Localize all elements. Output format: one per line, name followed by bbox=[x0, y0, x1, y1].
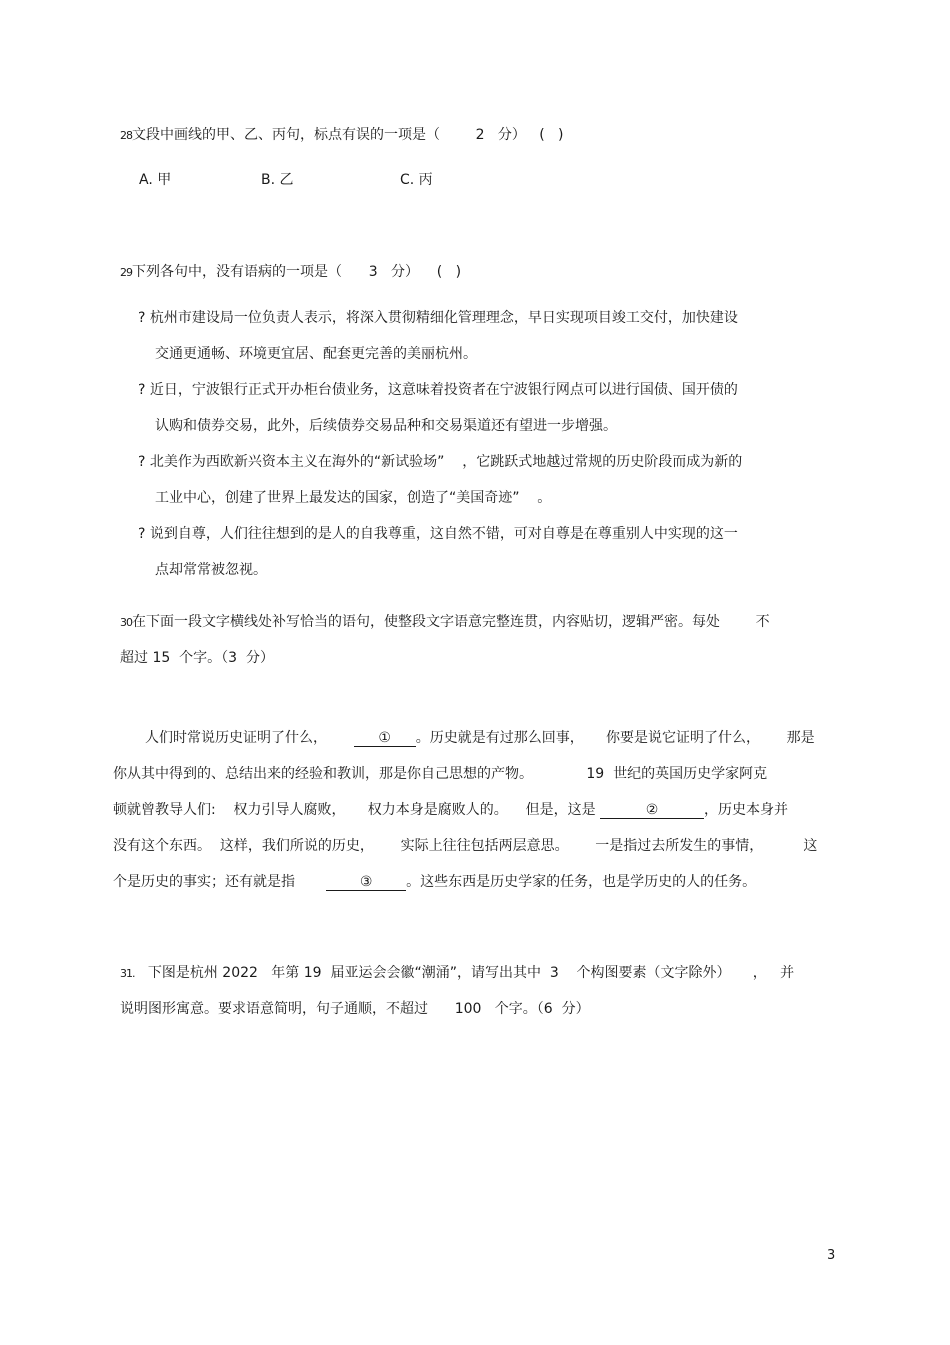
passage-text: 。历史就是有过那么回事， 你要是说它证明了什么， 那是 bbox=[415, 730, 815, 746]
item-continuation: 认购和债券交易，此外，后续债券交易品种和交易渠道还有望进一步增强。 bbox=[155, 418, 617, 434]
passage-line-1 bbox=[145, 728, 815, 748]
passage-text: 人们时常说历史证明了什么， bbox=[145, 730, 354, 746]
question-number: 29 bbox=[120, 266, 132, 279]
blank-2[interactable]: ② bbox=[600, 802, 704, 819]
list-item bbox=[138, 308, 738, 328]
passage-text: 。这些东西是历史学家的任务，也是学历史的人的任务。 bbox=[406, 874, 757, 890]
item-marker: ? bbox=[138, 526, 146, 542]
question-text: 文段中画线的甲、乙、丙句，标点有误的一项是（ 2 分） ( ) bbox=[132, 127, 564, 143]
question-number: 31. bbox=[120, 967, 135, 980]
blank-3[interactable]: ③ bbox=[326, 874, 406, 891]
question-31-stem-continued: 说明图形寓意。要求语意简明，句子通顺，不超过 100 个字。（6 分） bbox=[120, 1001, 590, 1017]
list-item bbox=[138, 524, 738, 544]
question-text: 下列各句中，没有语病的一项是（ 3 分） ( ) bbox=[132, 264, 462, 280]
blank-1[interactable]: ① bbox=[354, 730, 416, 747]
item-marker: ? bbox=[138, 454, 146, 470]
passage-text: ，历史本身并 bbox=[704, 802, 789, 818]
list-item bbox=[138, 380, 738, 400]
question-number: 28 bbox=[120, 129, 132, 142]
question-30-stem-continued: 超过 15 个字。（3 分） bbox=[120, 650, 274, 666]
item-continuation: 点却常常被忽视。 bbox=[155, 562, 267, 578]
item-marker: ? bbox=[138, 382, 146, 398]
question-31-stem bbox=[120, 963, 794, 984]
passage-line-2: 你从其中得到的、总结出来的经验和教训，那是你自己思想的产物。 19 世纪的英国历史学家阿克 bbox=[113, 766, 768, 782]
passage-text: 顿就曾教导人们: 权力引导人腐败， 权力本身是腐败人的。 但是，这是 bbox=[113, 802, 601, 818]
question-text: 在下面一段文字横线处补写恰当的语句，使整段文字语意完整连贯，内容贴切，逻辑严密。每处 不 bbox=[132, 614, 770, 630]
passage-text: 个是历史的事实；还有就是指 bbox=[113, 874, 327, 890]
question-29-stem bbox=[120, 262, 461, 283]
passage-line-5 bbox=[113, 872, 756, 892]
page-number: 3 bbox=[827, 1248, 836, 1263]
item-continuation: 交通更通畅、环境更宜居、配套更完善的美丽杭州。 bbox=[155, 346, 477, 362]
option-a: A. 甲 bbox=[139, 172, 172, 188]
option-b: B. 乙 bbox=[261, 172, 294, 188]
option-c: C. 丙 bbox=[400, 172, 433, 188]
item-text: 北美作为西欧新兴资本主义在海外的“新试验场” ，它跳跃式地越过常规的历史阶段而成为新的 bbox=[149, 454, 743, 470]
passage-line-3 bbox=[113, 800, 788, 820]
list-item bbox=[138, 452, 742, 472]
question-text: 下图是杭州 2022 年第 19 届亚运会会徽“潮涌”，请写出其中 3 个构图要素（文字除外） ， 并 bbox=[134, 965, 795, 981]
passage-line-4: 没有这个东西。 这样，我们所说的历史， 实际上往往包括两层意思。 一是指过去所发生的事情， 这 bbox=[113, 838, 818, 854]
question-number: 30 bbox=[120, 616, 132, 629]
question-28-stem bbox=[120, 125, 563, 146]
item-text: 说到自尊，人们往往想到的是人的自我尊重，这自然不错，可对自尊是在尊重别人中实现的这一 bbox=[149, 526, 738, 542]
item-marker: ? bbox=[138, 310, 146, 326]
item-continuation: 工业中心，创建了世界上最发达的国家，创造了“美国奇迹” 。 bbox=[155, 490, 552, 506]
question-30-stem bbox=[120, 612, 770, 633]
item-text: 近日，宁波银行正式开办柜台债业务，这意味着投资者在宁波银行网点可以进行国债、国开债的 bbox=[149, 382, 738, 398]
item-text: 杭州市建设局一位负责人表示，将深入贯彻精细化管理理念，早日实现项目竣工交付，加快建设 bbox=[149, 310, 738, 326]
